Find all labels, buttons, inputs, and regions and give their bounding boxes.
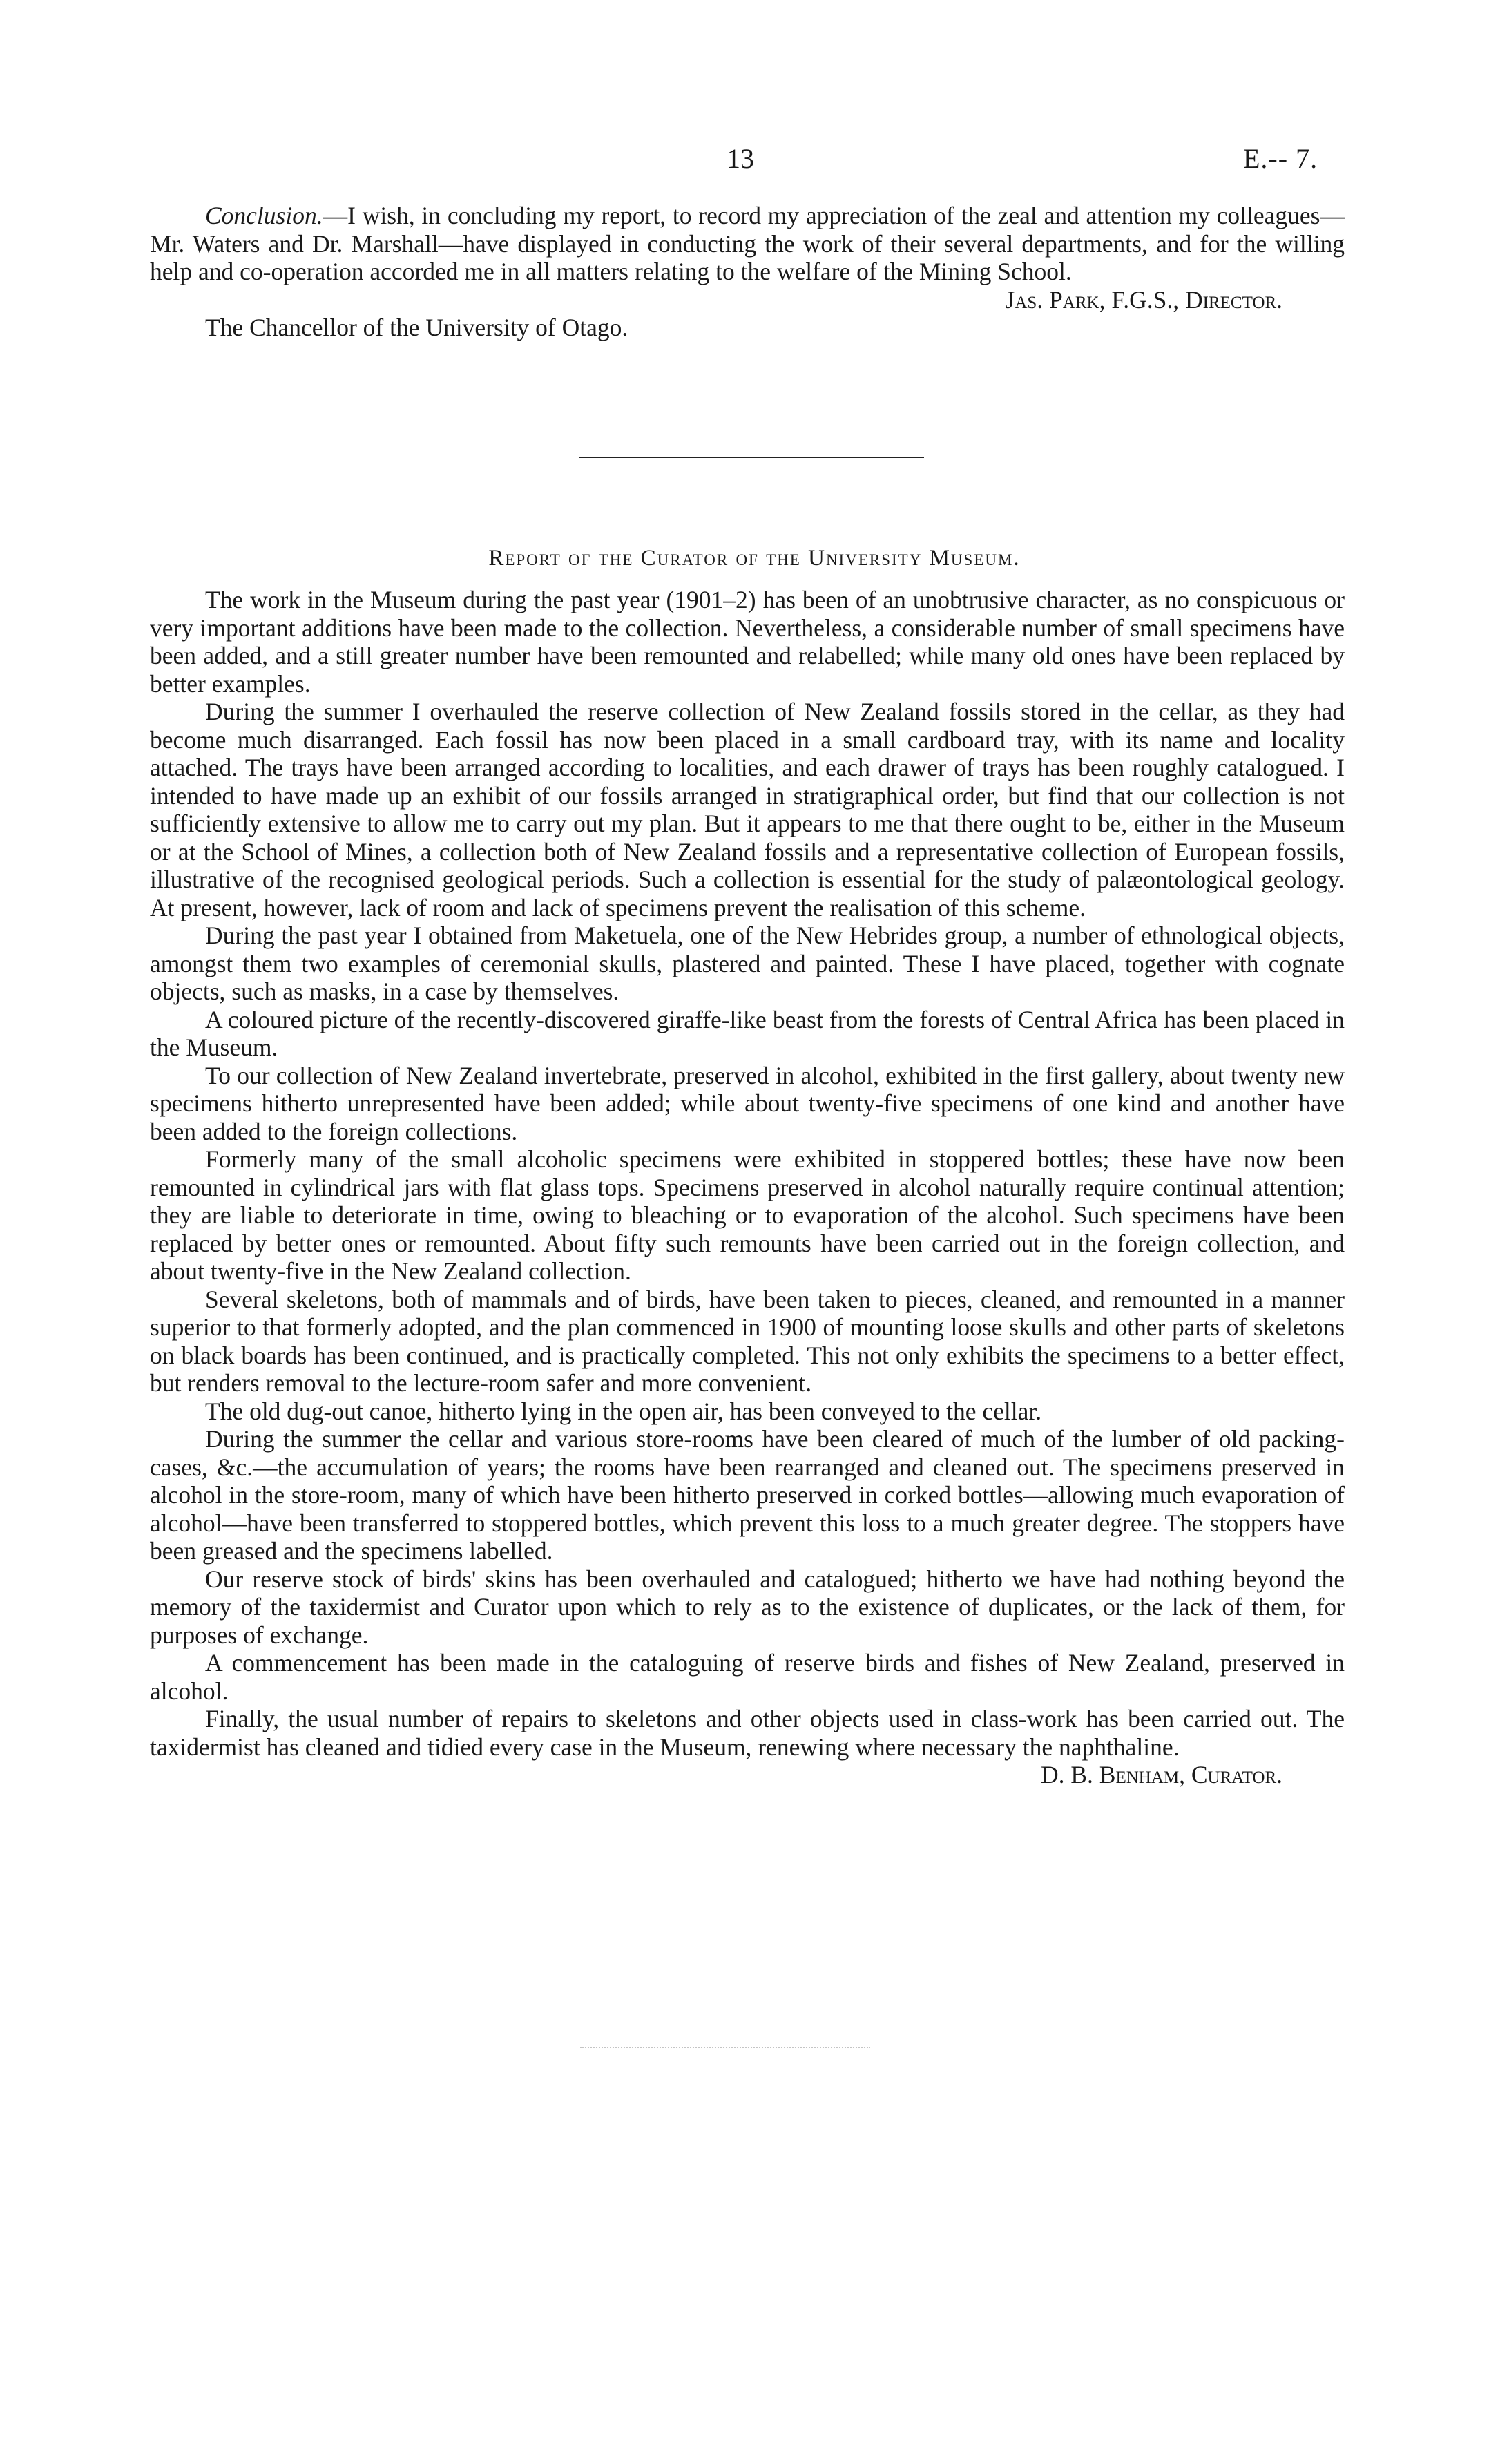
director-signature: Jas. Park, F.G.S., Director.	[1005, 285, 1282, 314]
report-title: Report of the Curator of the University Museum.	[488, 546, 1021, 571]
report-paragraph: A commencement has been made in the cataloguing of reserve birds and fishes of New Zealand, preserved in alcohol.	[150, 1649, 1345, 1705]
section-divider	[579, 457, 924, 458]
curator-report-body	[150, 586, 1345, 1789]
curator-signature: D. B. Benham, Curator.	[1040, 1761, 1282, 1788]
report-paragraph: The old dug-out canoe, hitherto lying in the open air, has been conveyed to the cellar.	[205, 1397, 1042, 1425]
report-paragraph: Several skeletons, both of mammals and of birds, have been taken to pieces, cleaned, and remounted in a manner superior to that formerly adopted, and the plan commenced in 1900 of mounting loose skulls and other parts of skeletons on black boards has been continued, and is practically completed. This not only exhibits the specimens to a better effect, but renders removal to the lecture-room safer and more convenient.	[150, 1285, 1345, 1397]
report-paragraph: To our collection of New Zealand invertebrate, preserved in alcohol, exhibited in the first gallery, about twenty new specimens hitherto unrepresented have been added; while about twenty-five specimens of one kind and another have been added to the foreign collections.	[150, 1061, 1345, 1145]
report-paragraph: A coloured picture of the recently-discovered giraffe-like beast from the forests of Central Africa has been placed in the Museum.	[150, 1005, 1345, 1061]
report-paragraph: Our reserve stock of birds' skins has been overhauled and catalogued; hitherto we have had nothing beyond the memory of the taxidermist and Curator upon which to rely as to the existence of duplicates, or the lack of them, for purposes of exchange.	[150, 1565, 1345, 1649]
report-paragraph: During the summer the cellar and various store-rooms have been cleared of much of the lumber of old packing-cases, &c.—the accumulation of years; the rooms have been rearranged and cleaned out. The specimens preserved in alcohol in the store-room, many of which have been hitherto preserved in corked bottles—allowing much evaporation of alcohol—have been transferred to stoppered bottles, which prevent this loss to a much greater degree. The stoppers have been greased and the specimens labelled.	[150, 1425, 1345, 1565]
report-paragraph: Formerly many of the small alcoholic specimens were exhibited in stoppered bottles; these have now been remounted in cylindrical jars with flat glass tops. Specimens preserved in alcohol naturally require continual attention; they are liable to deteriorate in time, owing to bleaching or to evaporation of the alcohol. Such specimens have been replaced by better ones or remounted. About fifty such remounts have been carried out in the foreign collection, and about twenty-five in the New Zealand collection.	[150, 1145, 1345, 1285]
conclusion-lead: Conclusion.	[205, 202, 323, 229]
report-paragraph: The work in the Museum during the past year (1901–2) has been of an unobtrusive character, as no conspicuous or very important additions have been made to the collection. Nevertheless, a considerable number of small specimens have been added, and a still greater number have been remounted and relabelled; while many old ones have been replaced by better examples.	[150, 586, 1345, 698]
addressee: The Chancellor of the University of Otago.	[205, 314, 628, 341]
faint-footer-rule	[580, 2047, 870, 2048]
conclusion-paragraph	[150, 202, 1345, 286]
curator-signature-line	[150, 1761, 1345, 1789]
conclusion-body: —I wish, in concluding my report, to record my appreciation of the zeal and attention my colleagues—Mr. Waters and Dr. Marshall—have displayed in conducting the work of their several departments, and for the willing help and co-operation accorded me in all matters relating to the welfare of the Mining School.	[150, 202, 1345, 285]
conclusion-section	[150, 202, 1345, 342]
page-number: 13	[727, 143, 754, 174]
report-paragraph: During the past year I obtained from Maketuela, one of the New Hebrides group, a number of ethnological objects, amongst them two examples of ceremonial skulls, plastered and painted. These I have placed, together with cognate objects, such as masks, in a case by themselves.	[150, 921, 1345, 1005]
document-reference: E.-- 7.	[1243, 143, 1318, 174]
director-signature-line	[150, 286, 1345, 314]
report-final-paragraph: Finally, the usual number of repairs to skeletons and other objects used in class-work has been carried out. The taxidermist has cleaned and tidied every case in the Museum, renewing where necessary the naphthaline.	[150, 1705, 1345, 1761]
report-paragraph: During the summer I overhauled the reserve collection of New Zealand fossils stored in the cellar, as they had become much disarranged. Each fossil has now been placed in a small cardboard tray, with its name and locality attached. The trays have been arranged according to localities, and each drawer of trays has been roughly catalogued. I intended to have made up an exhibit of our fossils arranged in stratigraphical order, but find that our collection is not sufficiently extensive to allow me to carry out my plan. But it appears to me that there ought to be, either in the Museum or at the School of Mines, a collection both of New Zealand fossils and a representative collection of European fossils, illustrative of the recognised geological periods. Such a collection is essential for the study of palæontological geology. At present, however, lack of room and lack of specimens prevent the realisation of this scheme.	[150, 698, 1345, 921]
